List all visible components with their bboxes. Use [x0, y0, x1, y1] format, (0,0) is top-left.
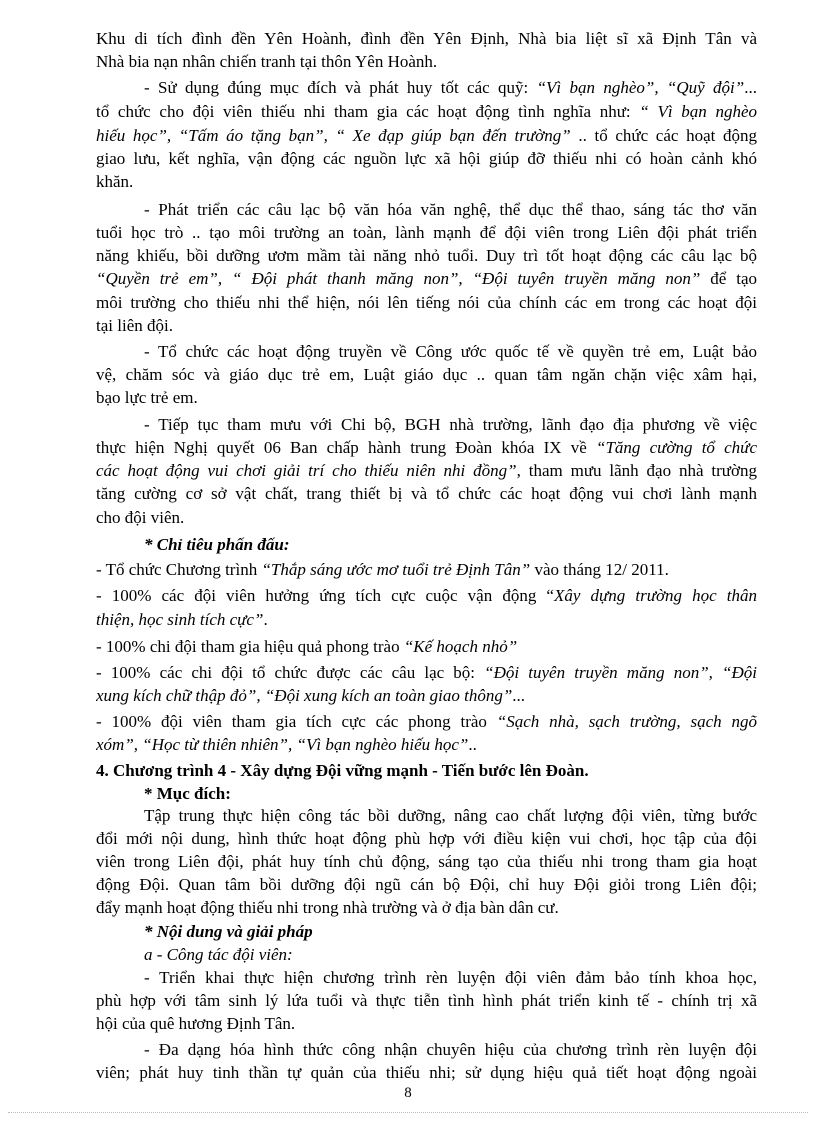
text-line [144, 966, 757, 989]
text-run: vệ, chăm sóc và giáo dục trẻ em, Luật giáo dục .. quan tâm ngăn chặn việc xâm hại, [96, 365, 757, 384]
text-run: - 100% chi đội tham gia hiệu quả phong trào [96, 637, 404, 656]
text-run: . [263, 610, 268, 629]
text-run: - Đa dạng hóa hình thức công nhận chuyên hiệu của chương trình rèn luyện đội [144, 1040, 757, 1059]
text-run: cho đội viên. [96, 508, 185, 527]
text-run: Tập trung thực hiện công tác bồi dưỡng, nâng cao chất lượng đội viên, từng bước [144, 806, 757, 825]
text-run: “Vì bạn nghèo”, “Quỹ đội” [536, 78, 745, 97]
text-run: động Đội. Quan tâm bồi dưỡng đội ngũ cán bộ Đội, chỉ huy Đội giỏi trong Liên đội; [96, 875, 757, 894]
text-line [96, 989, 757, 1012]
text-line [144, 804, 757, 827]
text-line [144, 198, 757, 221]
text-run: tại liên đội. [96, 316, 173, 335]
text-run: 4. Chương trình 4 - Xây dựng Đội vững mạnh - Tiến bước lên Đoàn. [96, 761, 589, 780]
text-run: * Mục đích: [144, 784, 231, 803]
text-line [144, 920, 757, 943]
text-run: bạo lực trẻ em. [96, 388, 198, 407]
text-line [96, 710, 757, 733]
text-run: hiếu học”, “Tấm áo tặng bạn”, “ Xe đạp giúp bạn đến trường” [96, 126, 571, 145]
text-run: * Nội dung và giải pháp [144, 922, 313, 941]
text-line [144, 413, 757, 436]
text-run: vào tháng 12/ 2011. [530, 560, 669, 579]
page-number: 8 [404, 1085, 412, 1101]
text-line [96, 1012, 757, 1035]
text-line [96, 459, 757, 482]
text-line [96, 386, 757, 409]
text-run: giao lưu, kết nghĩa, vận động các nguồn lực xã hội giúp đỡ thiếu nhi có hoàn cảnh khó [96, 149, 757, 168]
text-line [96, 50, 757, 73]
text-line [96, 170, 757, 193]
text-run: xóm”, “Học từ thiên nhiên”, “Vì bạn nghèo hiếu học” [96, 735, 469, 754]
text-line [96, 850, 757, 873]
text-line [96, 291, 757, 314]
text-line [144, 340, 757, 363]
text-run: tăng cường cơ sở vật chất, trang thiết bị và tổ chức các hoạt động vui chơi lành mạnh [96, 484, 757, 503]
text-line [96, 733, 757, 756]
text-run: hội của quê hương Định Tân. [96, 1014, 296, 1033]
text-run: các hoạt động vui chơi giải trí cho thiếu niên nhi đồng” [96, 461, 517, 480]
text-run: ... [744, 78, 757, 97]
text-run: ... [512, 686, 526, 705]
text-run: Xây dựng trường học thân [553, 586, 757, 605]
text-line [96, 584, 757, 607]
text-run: môi trường cho thiếu nhi thể hiện, nói lên tiếng nói của chính các em trong các hoạt đội [96, 293, 757, 312]
text-run: tuổi học trò .. tạo môi trường an toàn, lành mạnh để đội viên trong Liên đội phát triển [96, 223, 757, 242]
text-run: .. [468, 735, 477, 754]
text-run: a - Công tác đội viên: [144, 945, 293, 964]
text-run: thiện, học sinh tích cực” [96, 610, 264, 629]
text-run: viên; phát huy tinh thần tự quản của thiếu nhi; sử dụng hiệu quả tiết hoạt động ngoài [96, 1063, 757, 1082]
text-line [144, 76, 757, 99]
text-line [144, 943, 757, 966]
text-line [96, 635, 757, 658]
text-line [144, 1038, 757, 1061]
text-run: thực hiện Nghị quyết 06 Ban chấp hành trung Đoàn khóa IX về [96, 438, 596, 457]
text-run: xung kích chữ thập đỏ”, “Đội xung kích an toàn giao thông” [96, 686, 513, 705]
text-run: “ Vì bạn nghèo [639, 102, 757, 121]
text-run: “Quyền trẻ em”, “ Đội phát thanh măng non”, “Đội tuyên truyền măng non” [96, 269, 701, 288]
text-line [96, 661, 757, 684]
text-run: Khu di tích đình đền Yên Hoành, đình đền Yên Định, Nhà bia liệt sĩ xã Định Tân và [96, 29, 757, 48]
text-line [96, 363, 757, 386]
text-line [96, 221, 757, 244]
text-line [96, 873, 757, 896]
page-divider [8, 1112, 808, 1113]
text-line [96, 1061, 757, 1084]
text-run: “Tăng cường tổ chức [595, 438, 757, 457]
text-run: tổ chức cho đội viên thiếu nhi tham gia các hoạt động tình nghĩa như: [96, 102, 640, 121]
text-run: - Tổ chức Chương trình [96, 560, 262, 579]
text-run: khăn. [96, 172, 134, 191]
text-line [96, 244, 757, 267]
text-run: - Tiếp tục tham mưu với Chi bộ, BGH nhà trường, lãnh đạo địa phương về việc [144, 415, 757, 434]
text-line [96, 896, 757, 919]
text-line [96, 684, 757, 707]
text-run: để tạo [700, 269, 757, 288]
text-run: phù hợp với tâm sinh lý lứa tuổi và thực tiễn tình hình phát triển kinh tế - chính trị xã [96, 991, 757, 1010]
text-line [96, 100, 757, 123]
text-run: - 100% đội viên tham gia tích cực các phong trào [96, 712, 497, 731]
text-run: đổi mới nội dung, hình thức hoạt động phù hợp với điều kiện vui chơi, học tập của đội [96, 829, 757, 848]
text-line [96, 314, 757, 337]
text-run: năng khiếu, bồi dưỡng ươm mầm tài năng nhỏ tuổi. Duy trì tốt hoạt động các câu lạc bộ [96, 246, 757, 265]
text-run: * Chỉ tiêu phấn đấu: [144, 535, 290, 554]
text-run: “Đội tuyên truyền măng non”, “Đội [484, 663, 757, 682]
text-line [96, 759, 757, 782]
text-run: - 100% các đội viên hưởng ứng tích cực cuộc vận động “ [96, 586, 554, 605]
text-line [96, 608, 757, 631]
text-line [96, 558, 757, 581]
text-line [144, 533, 757, 556]
text-run: “Thắp sáng ước mơ tuổi trẻ Định Tân” [261, 560, 531, 579]
text-run: Nhà bia nạn nhân chiến tranh tại thôn Yên Hoành. [96, 52, 438, 71]
text-run: - Triển khai thực hiện chương trình rèn luyện đội viên đảm bảo tính khoa học, [144, 968, 757, 987]
text-run: viên trong Liên đội, phát huy tính chủ động, sáng tạo của thiếu nhi trong tham gia hoạt [96, 852, 757, 871]
text-line [96, 827, 757, 850]
text-run: đẩy mạnh hoạt động thiếu nhi trong nhà trường và ở địa bàn dân cư. [96, 898, 559, 917]
text-line [144, 782, 757, 805]
text-run: - 100% các chi đội tổ chức được các câu lạc bộ: [96, 663, 485, 682]
text-line [96, 436, 757, 459]
text-line [96, 482, 757, 505]
text-run: - Phát triển các câu lạc bộ văn hóa văn nghệ, thể dục thể thao, sáng tác thơ văn [144, 200, 757, 219]
text-run: “Kế hoạch nhỏ” [403, 637, 518, 656]
text-line [96, 267, 757, 290]
text-run: , tham mưu lãnh đạo nhà trường [516, 461, 757, 480]
text-line [96, 124, 757, 147]
text-run: - Sử dụng đúng mục đích và phát huy tốt các quỹ: [144, 78, 537, 97]
text-run: “Sạch nhà, sạch trường, sạch ngõ [496, 712, 757, 731]
text-run: - Tổ chức các hoạt động truyền về Công ước quốc tế về quyền trẻ em, Luật bảo [144, 342, 757, 361]
text-line [96, 506, 757, 529]
text-run: .. tổ chức các hoạt động [570, 126, 757, 145]
text-line [96, 147, 757, 170]
text-line [96, 27, 757, 50]
